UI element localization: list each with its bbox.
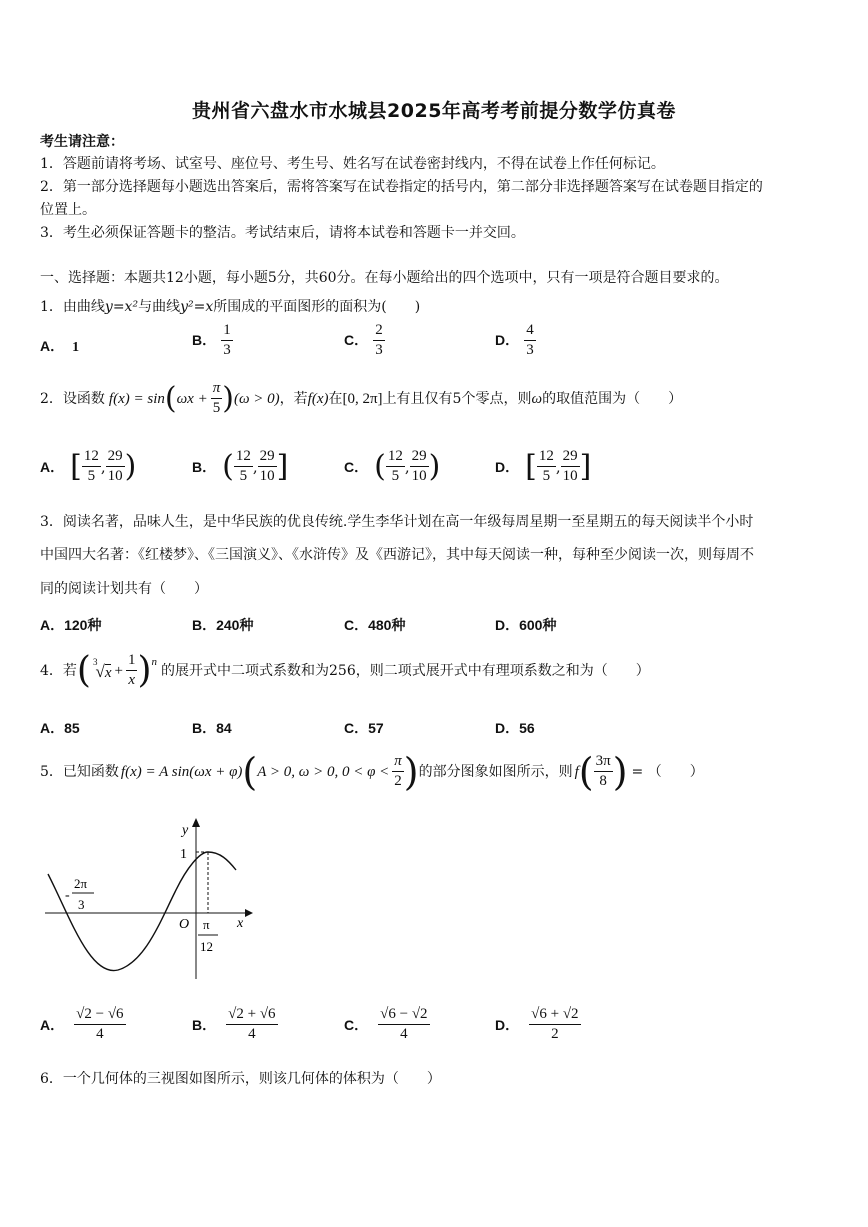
q2-text-c: 上有且仅有5个零点，则 [382,390,532,407]
q2-text-b: 在 [328,390,343,407]
fraction: $\frac{√6 - √2}{4}$ [380,1006,428,1042]
fraction: $\frac{√2 - √6}{4}$ [76,1006,124,1042]
option-letter: B． [192,332,217,348]
page-title: 贵州省六盘水市水城县2025年高考考前提分数学仿真卷 [192,100,676,122]
q1-curve-2: y²=x [180,299,214,315]
q5-option-a[interactable] [40,1006,126,1043]
q5-condition: A > 0, ω > 0, 0 < φ < [257,763,390,780]
paren-left: ( [242,749,258,794]
option-letter: B． [192,1016,217,1033]
q1-mid: 与曲线 [138,299,181,315]
notice-item-2a: 2．第一部分选择题每小题选出答案后，需将答案写在试卷指定的括号内，第二部分非选择题答案写在试卷题目指定的 [40,179,763,195]
notice-item-1: 1．答题前请将考场、试室号、座位号、考生号、姓名写在试卷密封线内，不得在试卷上作任何标记。 [40,156,665,172]
origin-label: O [179,917,190,932]
fraction: $\frac{12}{5}$ [538,448,554,484]
option-letter: A． [40,458,65,475]
q1-curve-1: y=x² [104,299,139,315]
fraction: $\frac{\pi}{2}$ [394,753,402,789]
q2-function: f(x) = sin [108,390,165,407]
q4-option-c[interactable]: C．57 [344,720,384,736]
pos-label-num: π [203,917,210,932]
paren-left: ( [578,749,594,794]
option-letter: A． [40,1016,65,1033]
q2-fx: f(x) [307,390,329,407]
bracket-left: [ [525,448,537,484]
fraction: $\frac{2}{3}$ [375,322,383,358]
option-letter: D． [495,332,520,348]
notice-heading: 考生请注意： [40,134,124,150]
option-letter: C． [344,1016,369,1033]
bracket-left: [ [70,448,82,484]
fraction: $\frac{12}{5}$ [387,448,403,484]
plus-sign: + [114,662,123,679]
q4-option-b[interactable]: B．84 [192,720,232,736]
option-letter: C． [344,458,369,475]
neg-label-num: 2π [74,876,88,891]
question-1-stem [40,297,420,317]
question-4-stem [40,649,650,691]
q4-number: 4．若 [40,662,77,679]
q4-option-d[interactable]: D．56 [495,720,535,736]
paren-right: ) [222,380,234,416]
y-axis-arrow [192,818,200,827]
question-3-line-1: 3．阅读名著，品味人生，是中华民族的优良传统.学生李华计划在高一年级每周星期一至星期五的每天阅读半个小时 [40,514,754,530]
q5-option-d[interactable] [495,1006,581,1043]
fraction: $\frac{4}{3}$ [526,322,534,358]
section-heading: 一、选择题：本题共12小题，每小题5分，共60分。在每小题给出的四个选项中，只有一项是符合题目要求的。 [40,270,729,286]
q5-option-c[interactable] [344,1006,430,1043]
paren-right: ) [137,649,152,691]
question-2-stem [40,380,682,417]
option-value: 1 [72,340,80,355]
q2-option-b[interactable]: B． ( $\frac{12}{5}$ , $\frac{29}{10}$ ] [192,448,289,484]
q5-number: 5．已知函数 [40,763,119,780]
q5-equals: = （ ） [631,763,704,780]
option-letter: A． [40,338,65,354]
paren-right: ) [403,749,419,794]
paren-right: ) [612,749,628,794]
q5-function: f(x) = A sin(ωx + φ) [120,763,243,780]
fraction: $\frac{29}{10}$ [259,448,275,484]
q2-option-d[interactable]: D． [ $\frac{12}{5}$ , $\frac{29}{10}$ ] [495,448,592,484]
q5-option-b[interactable] [192,1006,278,1043]
bracket-left: ( [374,448,386,484]
q4-option-a[interactable]: A．85 [40,720,80,736]
y-axis-label: y [182,823,189,838]
q5-text: 的部分图象如图所示，则 [418,763,573,780]
q1-option-c[interactable] [344,322,385,359]
option-letter: B． [192,458,217,475]
q5-f: f [574,763,579,780]
bracket-right: ) [124,448,137,484]
bracket-right: ] [579,448,592,484]
q2-text-a: ，若 [279,390,308,407]
q3-option-d[interactable]: D．600种 [495,617,557,633]
q1-stem-b: 所围成的平面图形的面积为( ) [213,299,421,315]
q2-inner: ωx + [176,390,208,407]
option-letter: D． [495,1016,520,1033]
question-3-line-2: 中国四大名著：《红楼梦》、《三国演义》、《水浒传》及《西游记》，其中每天阅读一种，每种至少阅读一次，则每周不 [40,547,754,563]
q2-option-a[interactable]: A． [ $\frac{12}{5}$ , $\frac{29}{10}$ ) [40,448,137,484]
option-letter: D． [495,458,520,475]
paren-left: ( [76,649,91,691]
x-axis-arrow [245,909,253,917]
sine-graph [40,812,260,987]
fraction: $\frac{1}{x}$ [127,652,136,688]
fraction: $\frac{12}{5}$ [83,448,99,484]
q1-option-b[interactable] [192,322,233,359]
fraction: $\frac{1}{3}$ [223,322,231,358]
paren-left: ( [164,380,177,416]
notice-item-3: 3．考生必须保证答题卡的整洁。考试结束后，请将本试卷和答题卡一并交回。 [40,225,525,241]
x-axis-label: x [237,916,244,931]
question-5-stem [40,749,704,794]
bracket-right: ] [276,448,289,484]
fraction: $\frac{\pi}{5}$ [212,380,221,416]
q2-interval: [0, 2π] [342,390,383,407]
max-value-label: 1 [180,847,187,862]
exponent-n: n [151,656,157,668]
fraction: $\frac{29}{10}$ [562,448,578,484]
bracket-right: ) [428,448,441,484]
pos-label-den: 12 [200,939,213,954]
q3-option-b[interactable]: B．240种 [192,617,254,633]
q1-option-d[interactable] [495,322,536,359]
fraction: $\frac{3\pi}{8}$ [595,753,611,789]
option-letter: C． [344,332,369,348]
question-6-stem: 6．一个几何体的三视图如图所示，则该几何体的体积为（ ） [40,1071,441,1087]
q2-number: 2．设函数 [40,390,105,407]
q1-option-a[interactable] [40,336,79,356]
neg-label-den: 3 [78,897,85,912]
q2-omega: ω [531,390,543,407]
question-3-line-3: 同的阅读计划共有（ ） [40,581,208,597]
fraction: $\frac{12}{5}$ [235,448,251,484]
fraction: $\frac{√2 + √6}{4}$ [228,1006,276,1042]
fraction: $\frac{29}{10}$ [107,448,123,484]
q2-text-d: 的取值范围为（ ） [542,390,683,407]
notice-item-2b: 位置上。 [40,202,96,218]
fraction: $\frac{√6 + √2}{2}$ [531,1006,579,1042]
q1-stem-a: 1．由曲线 [40,299,105,315]
q2-condition: (ω > 0) [233,390,280,407]
q2-option-c[interactable]: C． ( $\frac{12}{5}$ , $\frac{29}{10}$ ) [344,448,441,484]
cube-root: $^3$√x [92,657,112,681]
fraction: $\frac{29}{10}$ [411,448,427,484]
q4-text: 的展开式中二项式系数和为256，则二项式展开式中有理项系数之和为（ ） [161,662,650,679]
bracket-left: ( [222,448,234,484]
neg-label-sign: - [65,888,70,903]
q3-option-a[interactable]: A．120种 [40,617,102,633]
q3-option-c[interactable]: C．480种 [344,617,406,633]
